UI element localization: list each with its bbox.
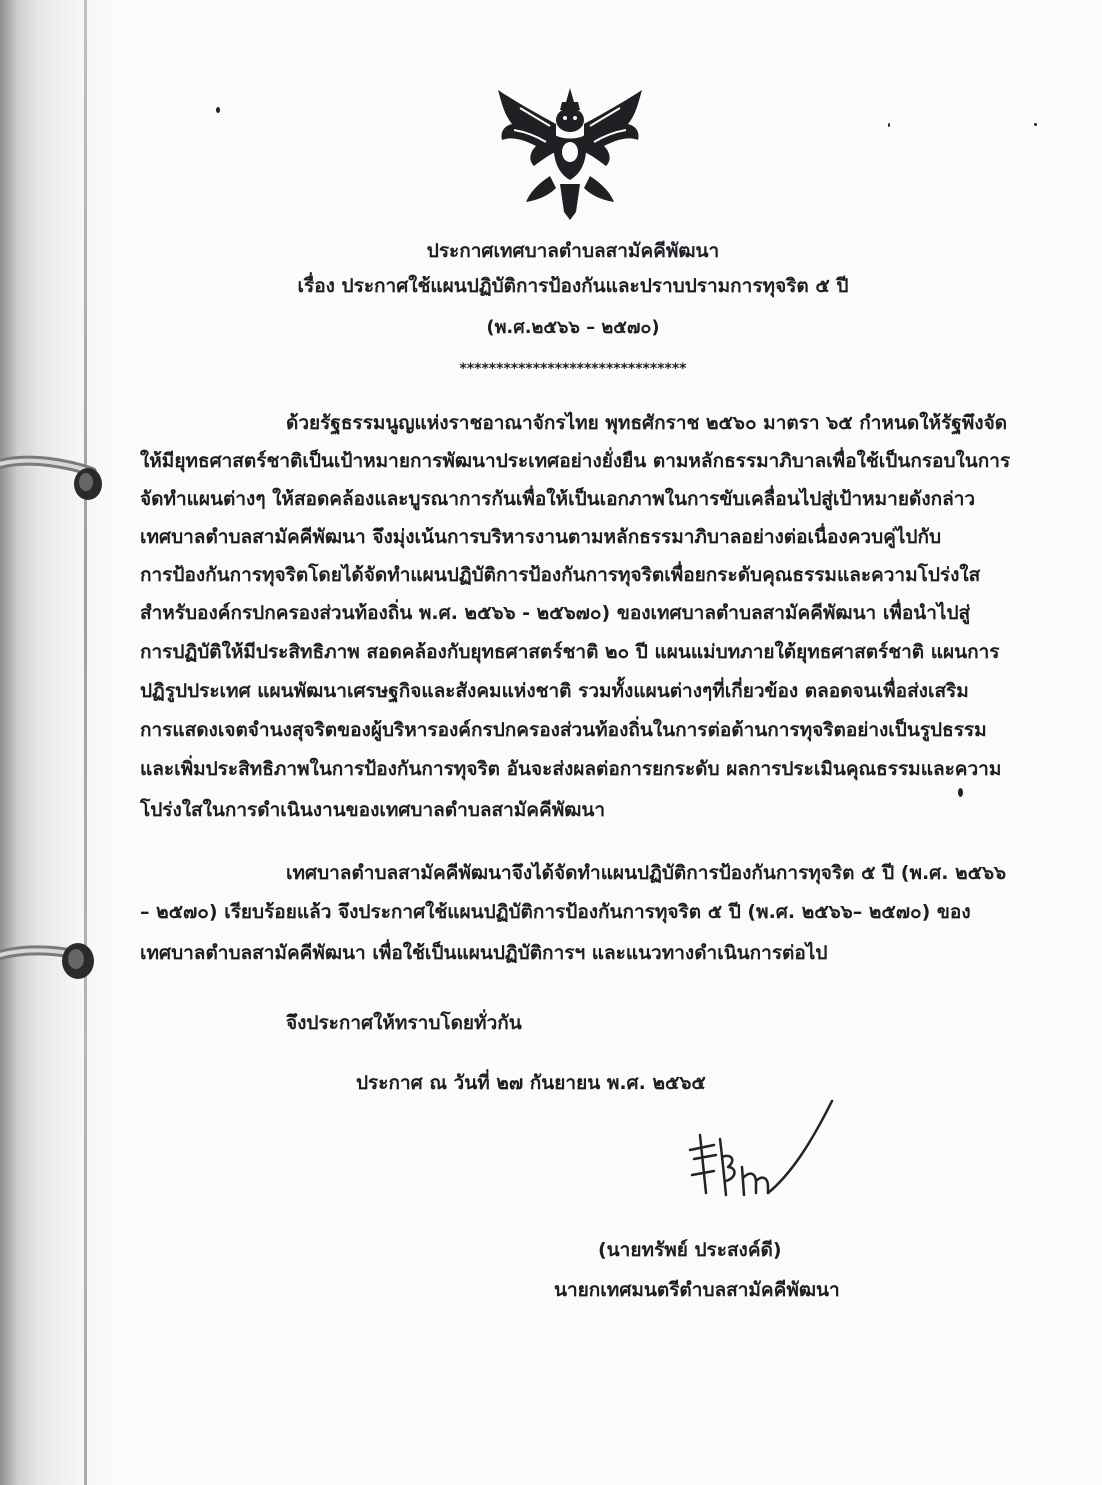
garuda-emblem-icon [490, 80, 650, 225]
body-line: เทศบาลตำบลสามัคคีพัฒนาจึงได้จัดทำแผนปฏิบัติการป้องกันการทุจริต ๕ ปี (พ.ศ. ๒๕๖๖ [286, 862, 1007, 884]
body-line: – ๒๕๗๐) เรียบร้อยแล้ว จึงประกาศใช้แผนปฏิบัติการป้องกันการทุจริต ๕ ปี (พ.ศ. ๒๕๖๖– ๒๕๗๐) ของ [140, 901, 971, 923]
body-line: ด้วยรัฐธรรมนูญแห่งราชอาณาจักรไทย พุทธศักราช ๒๕๖๐ มาตรา ๖๕ กำหนดให้รัฐพึงจัด [286, 412, 1008, 434]
announcement-period: (พ.ศ.๒๕๖๖ – ๒๕๗๐) [486, 317, 660, 338]
body-line: การปฏิบัติให้มีประสิทธิภาพ สอดคล้องกับยุทธศาสตร์ชาติ ๒๐ ปี แผนแม่บทภายใต้ยุทธศาสตร์ชาติ แผนการ [140, 641, 1000, 663]
signatory-position: นายกเทศมนตรีตำบลสามัคคีพัฒนา [554, 1279, 840, 1301]
body-line: สำหรับองค์กรปกครองส่วนท้องถิ่น พ.ศ. ๒๕๖๖ - ๒๕๖๗๐) ของเทศบาลตำบลสามัคคีพัฒนา เพื่อนำไปสู่ [140, 602, 971, 624]
body-line: เทศบาลตำบลสามัคคีพัฒนา จึงมุ่งเน้นการบริหารงานตามหลักธรรมาภิบาลอย่างต่อเนื่องควบคู่ไปกับ [140, 526, 942, 548]
body-line: ให้มียุทธศาสตร์ชาติเป็นเป้าหมายการพัฒนาประเทศอย่างยั่งยืน ตามหลักธรรมาภิบาลเพื่อใช้เป็นกรอบในการ [140, 450, 1011, 472]
scan-speck [888, 123, 890, 127]
announcement-date: ประกาศ ณ วันที่ ๒๗ กันยายน พ.ศ. ๒๕๖๕ [356, 1072, 706, 1094]
binder-ring-icon [0, 450, 104, 502]
binder-ring-icon [0, 935, 104, 987]
body-line: จัดทำแผนต่างๆ ให้สอดคล้องและบูรณาการกันเพื่อให้เป็นเอกภาพในการขับเคลื่อนไปสู่เป้าหมายดังกล่าว [140, 488, 976, 510]
body-line: และเพิ่มประสิทธิภาพในการป้องกันการทุจริต อันจะส่งผลต่อการยกระดับ ผลการประเมินคุณธรรมและความ [140, 758, 1002, 780]
binder-fold-line [84, 0, 87, 1485]
body-line: โปร่งใสในการดำเนินงานของเทศบาลตำบลสามัคคีพัฒนา [140, 799, 606, 821]
handwritten-signature [670, 1095, 850, 1210]
body-line: การป้องกันการทุจริตโดยได้จัดทำแผนปฏิบัติการป้องกันการทุจริตเพื่อยกระดับคุณธรรมและความโปร่งใส [140, 564, 981, 586]
scan-speck [958, 788, 963, 797]
closing-statement: จึงประกาศให้ทราบโดยทั่วกัน [286, 1012, 522, 1034]
scan-speck [1034, 123, 1037, 126]
binder-edge [0, 0, 120, 1485]
body-line: การแสดงเจตจำนงสุจริตของผู้บริหารองค์กรปกครองส่วนท้องถิ่นในการต่อต้านการทุจริตอย่างเป็นรูปธรรม [140, 719, 987, 741]
announcement-subject: เรื่อง ประกาศใช้แผนปฏิบัติการป้องกันและปราบปรามการทุจริต ๕ ปี [297, 275, 849, 297]
scan-speck [216, 107, 220, 113]
signatory-name: (นายทรัพย์ ประสงค์ดี) [598, 1239, 782, 1261]
body-line: ปฏิรูปประเทศ แผนพัฒนาเศรษฐกิจและสังคมแห่งชาติ รวมทั้งแผนต่างๆที่เกี่ยวข้อง ตลอดจนเพื่อส่งเสริม [140, 680, 969, 702]
body-line: เทศบาลตำบลสามัคคีพัฒนา เพื่อใช้เป็นแผนปฏิบัติการฯ และแนวทางดำเนินการต่อไป [140, 942, 828, 964]
separator-line: ******************************* [459, 361, 687, 377]
announcement-title: ประกาศเทศบาลตำบลสามัคคีพัฒนา [426, 240, 720, 262]
